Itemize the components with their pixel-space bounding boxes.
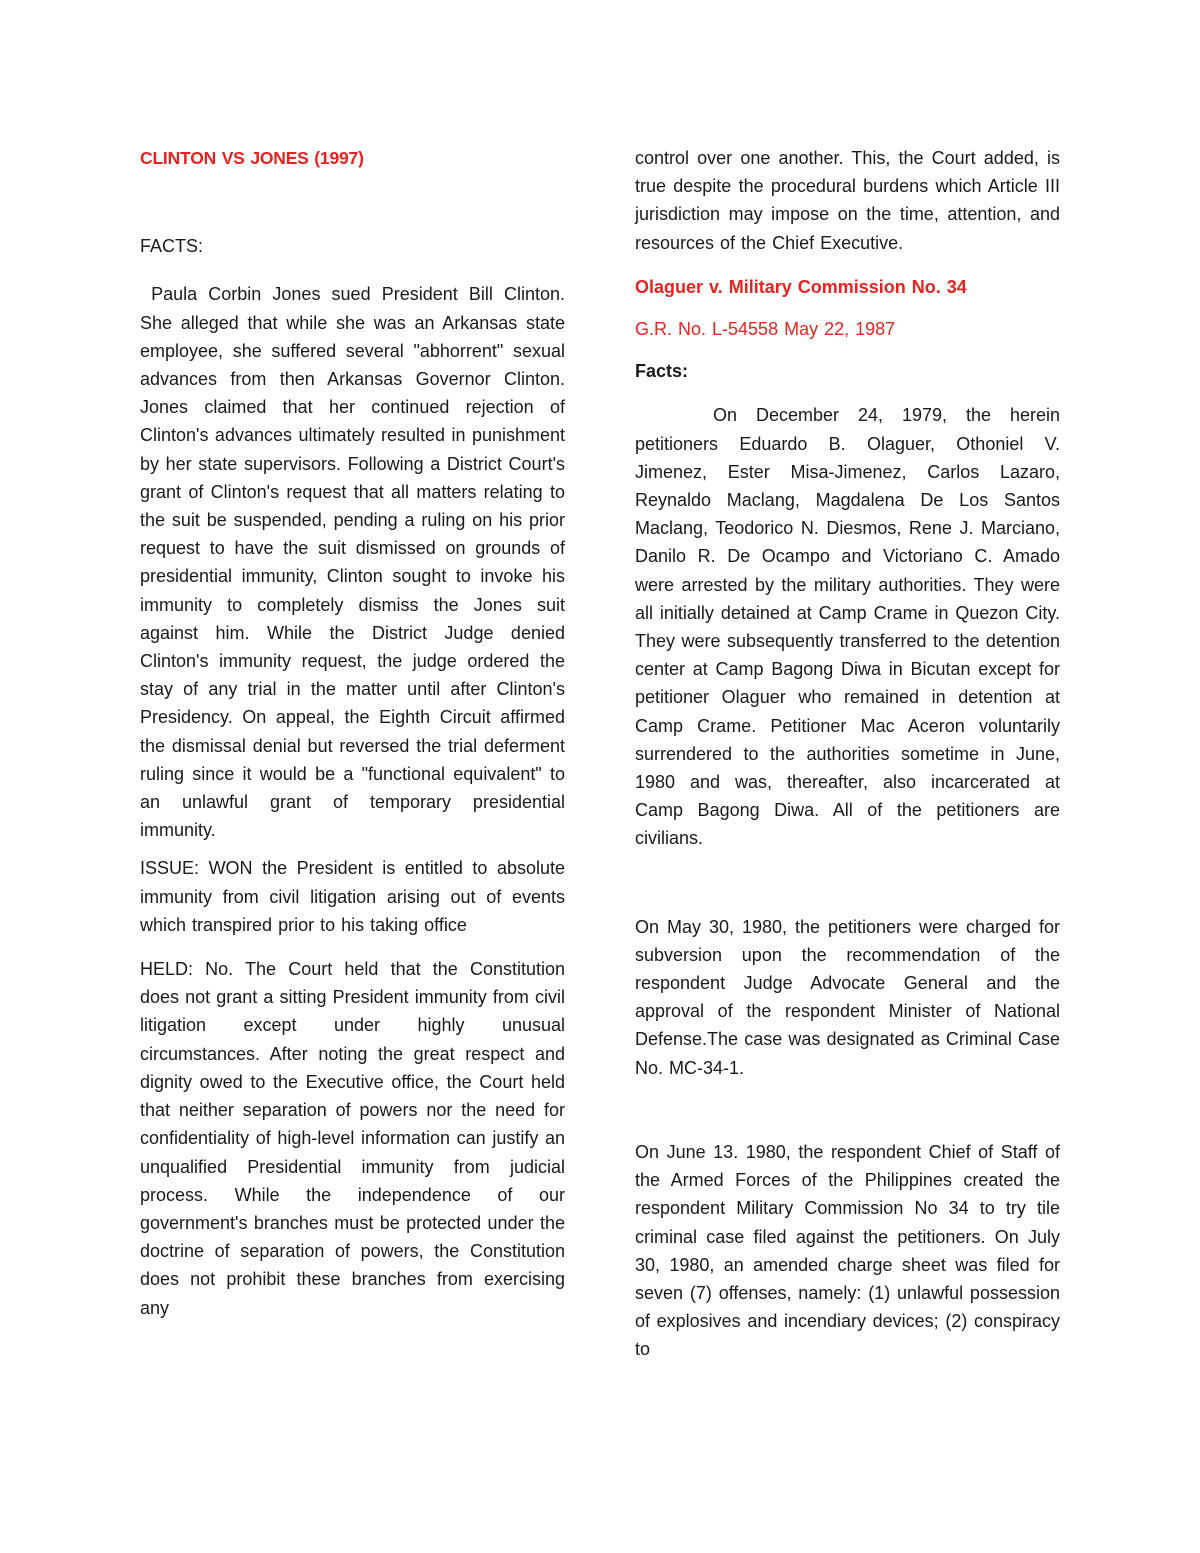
facts-paragraph-2: On May 30, 1980, the petitioners were charged for subversion upon the recommendation of the respondent Judge Advocate General and the approval of the respondent Minister of National Defense.The case was designated as Criminal Case No. MC-34-1. <box>635 916 1060 1078</box>
facts-label-olaguer: Facts: <box>635 361 689 382</box>
facts-paragraph-3: On June 13. 1980, the respondent Chief of Staff of the Armed Forces of the Philippines created the respondent Military Commission No 34 to try tile criminal case filed against the petitioners. On July 30, 1980, an amended charge sheet was filed for seven (7) offenses, namely: (1) unlawful possession of explosives and incendiary devices; (2) conspiracy to <box>635 1141 1060 1360</box>
issue-paragraph: ISSUE: WON the President is entitled to absolute immunity from civil litigation arising out of events which transpired prior to his taking office <box>140 858 565 935</box>
gr-number: G.R. No. L-54558 May 22, 1987 <box>635 319 896 340</box>
case-title-clinton: CLINTON VS JONES (1997) <box>140 148 364 168</box>
case-title-olaguer: Olaguer v. Military Commission No. 34 <box>635 276 967 297</box>
continued-paragraph: control over one another. This, the Court added, is true despite the procedural burdens which Article III jurisdiction may impose on the time, attention, and resources of the Chief Executive. <box>635 148 1060 253</box>
left-column <box>140 144 565 1322</box>
facts-paragraph-1: On December 24, 1979, the herein petitioners Eduardo B. Olaguer, Othoniel V. Jimenez, Ester Misa-Jimenez, Carlos Lazaro, Reynaldo Maclang, Magdalena De Los Santos Maclang, Teodorico N. Diesmos, Rene J. Marciano, Danilo R. De Ocampo and Victoriano C. Amado were arrested by the military authorities. They were all initially detained at Camp Crame in Quezon City. They were subsequently transferred to the detention center at Camp Bagong Diwa in Bicutan except for petitioner Olaguer who remained in detention at Camp Crame. Petitioner Mac Aceron voluntarily surrendered to the authorities sometime in June, 1980 and was, thereafter, also incarcerated at Camp Bagong Diwa. All of the petitioners are civilians. <box>635 405 1060 849</box>
right-column <box>635 144 1060 1364</box>
facts-label: FACTS: <box>140 236 204 257</box>
facts-text: Paula Corbin Jones sued President Bill Clinton. She alleged that while she was an Arkansas state employee, she suffered several "abhorrent" sexual advances from then Arkansas Governor Clinton. Jones claimed that her continued rejection of Clinton's advances ultimately resulted in punishment by her state supervisors. Following a District Court's grant of Clinton's request that all matters relating to the suit be suspended, pending a ruling on his prior request to have the suit dismissed on grounds of presidential immunity, Clinton sought to invoke his immunity to completely dismiss the Jones suit against him. While the District Judge denied Clinton's immunity request, the judge ordered the stay of any trial in the matter until after Clinton's Presidency. On appeal, the Eighth Circuit affirmed the dismissal denial but reversed the trial deferment ruling since it would be a "functional equivalent" to an unlawful grant of temporary presidential immunity. <box>140 284 565 841</box>
held-paragraph: HELD: No. The Court held that the Constitution does not grant a sitting President immunity from civil litigation except under highly unusual circumstances. After noting the great respect and dignity owed to the Executive office, the Court held that neither separation of powers nor the need for confidentiality of high-level information can justify an unqualified Presidential immunity from judicial process. While the independence of our government's branches must be protected under the doctrine of separation of powers, the Constitution does not prohibit these branches from exercising any <box>140 959 565 1318</box>
facts-paragraph <box>140 280 565 844</box>
